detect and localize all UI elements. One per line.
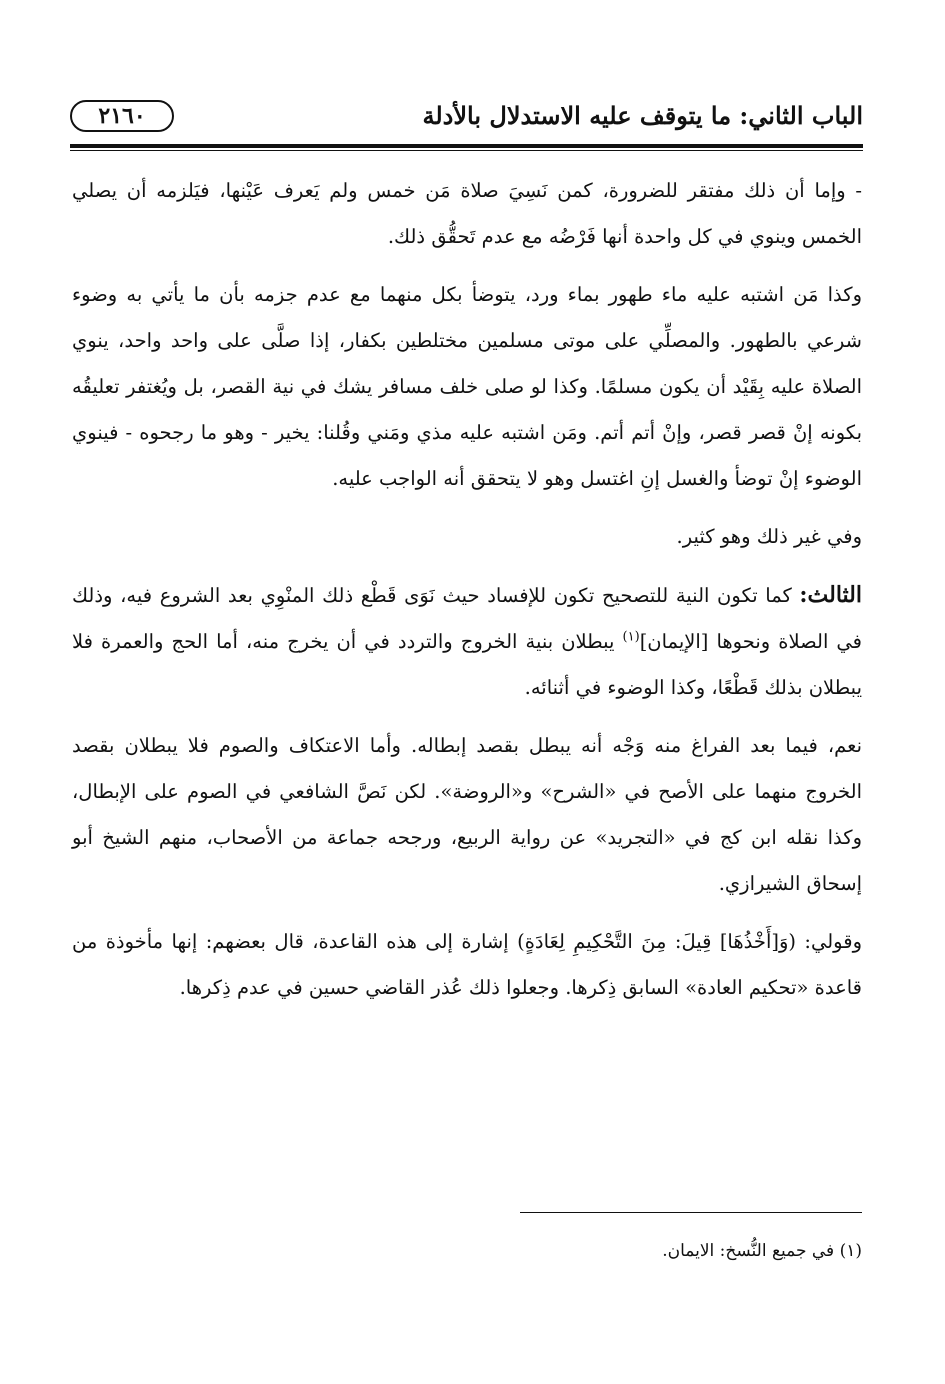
paragraph-text: كما تكون النية للتصحيح تكون للإفساد حيث نَوَى قَطْع ذلك المنْوِي بعد الشروع فيه، وذلك في الصلاة ونحوها [الإيمان]: [72, 584, 862, 653]
body-text: [72, 168, 862, 1023]
paragraph-1: - وإما أن ذلك مفتقر للضرورة، كمن نَسِيَ صلاة مَن خمس ولم يَعرف عَيْنها، فيَلزمه أن يصلي الخمس وينوي في كل واحدة أنها فَرْضُه مع عدم تَحقُّق ذلك.: [72, 179, 862, 248]
paragraph-3: وفي غير ذلك وهو كثير.: [676, 525, 862, 548]
paragraph-text-continued: يبطلان بنية الخروج والتردد في أن يخرج منه، أما الحج والعمرة فلا يبطلان بذلك قَطْعًا، وكذا الوضوء في أثنائه.: [72, 630, 862, 699]
footnote: (١) في جميع النُّسخ: الايمان.: [662, 1241, 862, 1261]
paragraph-2: وكذا مَن اشتبه عليه ماء طهور بماء ورد، يتوضأ بكل منهما مع عدم جزمه بأن ما يأتي به وضوء شرعي بالطهور. والمصلِّي على موتى مسلمين مختلطين بكفار، إذا صلَّى على واحد واحد، ينوي الصلاة عليه بِقَيْد أن يكون مسلمًا. وكذا لو صلى خلف مسافر يشك في نية القصر، بل ويُغتفر تعليقُه بكونه إنْ قصر قصر، وإنْ أتم أتم. ومَن اشتبه عليه مذي ومَني وقُلنا: يخير - وهو ما رجحوه - فينوي الوضوء إنْ توضأ والغسل إنِ اغتسل وهو لا يتحقق أنه الواجب عليه.: [72, 283, 862, 490]
header-rule: [70, 144, 863, 148]
header-rule-thin: [70, 150, 863, 151]
page-header: [70, 96, 863, 140]
paragraph-5: نعم، فيما بعد الفراغ منه وَجْه أنه يبطل بقصد إبطاله. وأما الاعتكاف والصوم فلا يبطلان بقصد الخروج منهما على الأصح في «الشرح» و«الروضة». لكن نَصَّ الشافعي في الصوم على الإبطال، وكذا نقله ابن كج في «التجريد» عن رواية الربيع، ورجحه جماعة من الأصحاب، منهم الشيخ أبو إسحاق الشيرازي.: [72, 734, 862, 895]
footnote-separator: [520, 1212, 862, 1213]
paragraph-4: [72, 572, 862, 711]
paragraph-6: وقولي: (وَ[أَخْذُهَا] قِيلَ: مِنَ التَّحْكِيمِ لِعَادَةٍ) إشارة إلى هذه القاعدة، قال بعضهم: إنها مأخوذة من قاعدة «تحكيم العادة» السابق ذِكرها. وجعلوا ذلك عُذر القاضي حسين في عدم ذِكرها.: [72, 930, 862, 999]
footnote-reference[interactable]: (١): [622, 629, 640, 645]
paragraph-lead-word: الثالث:: [799, 582, 862, 608]
running-title: الباب الثاني: ما يتوقف عليه الاستدلال بالأدلة: [422, 101, 863, 130]
page-number: ٢١٦٠: [70, 100, 174, 132]
